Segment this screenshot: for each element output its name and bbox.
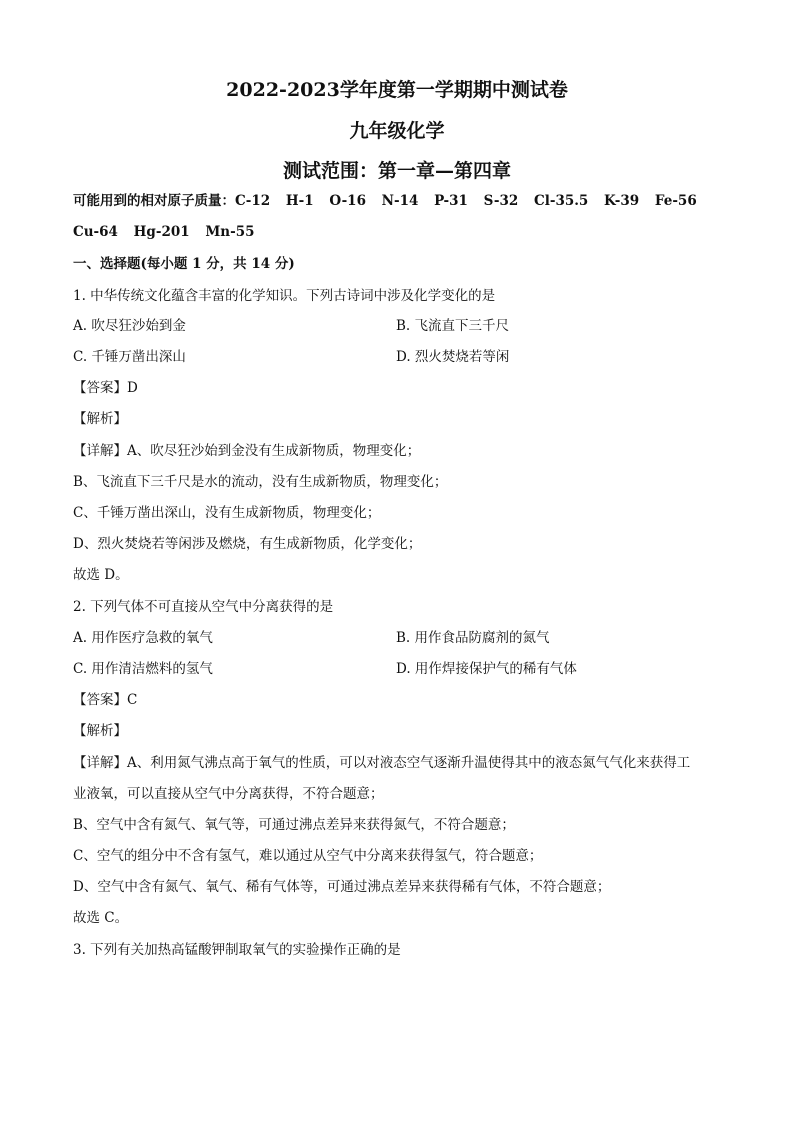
atomic-mass-item: P-31 bbox=[434, 193, 468, 209]
question-1-detail-line: 【详解】A、吹尽狂沙始到金没有生成新物质，物理变化； bbox=[73, 443, 421, 459]
question-2-conclusion: 故选 C。 bbox=[73, 910, 129, 926]
question-1-conclusion: 故选 D。 bbox=[73, 567, 129, 583]
question-2-stem: 2. 下列气体不可直接从空气中分离获得的是 bbox=[73, 599, 334, 615]
atomic-mass-item: H-1 bbox=[285, 193, 314, 209]
question-1-option-d: D. 烈火焚烧若等闲 bbox=[396, 349, 510, 365]
question-2-detail-line: 【详解】A、利用氮气沸点高于氧气的性质，可以对液态空气逐渐升温使得其中的液态氮气气化来获得工 bbox=[73, 755, 691, 771]
question-1-option-b: B. 飞流直下三千尺 bbox=[396, 318, 510, 334]
atomic-mass-item: Cu-64 bbox=[73, 224, 118, 240]
question-1-answer: 【答案】D bbox=[73, 380, 138, 396]
atomic-masses bbox=[73, 186, 723, 248]
question-3-stem: 3. 下列有关加热高锰酸钾制取氧气的实验操作正确的是 bbox=[73, 942, 401, 958]
atomic-mass-item: O-16 bbox=[329, 193, 366, 209]
atomic-mass-item: Mn-55 bbox=[205, 224, 255, 240]
atomic-mass-item: Fe-56 bbox=[654, 193, 697, 209]
atomic-mass-item: C-12 bbox=[235, 193, 271, 209]
atomic-mass-item: N-14 bbox=[381, 193, 419, 209]
question-2-analysis-label: 【解析】 bbox=[73, 723, 127, 739]
exam-subtitle: 九年级化学 bbox=[349, 120, 445, 142]
question-2-option-c: C. 用作清洁燃料的氢气 bbox=[73, 661, 213, 677]
question-1-detail-line: C、千锤万凿出深山，没有生成新物质，物理变化； bbox=[73, 505, 381, 521]
exam-title: 2022-2023学年度第一学期期中测试卷 bbox=[226, 79, 568, 101]
atomic-masses-label: 可能用到的相对原子质量： bbox=[73, 193, 235, 209]
question-1-stem: 1. 中华传统文化蕴含丰富的化学知识。下列古诗词中涉及化学变化的是 bbox=[73, 288, 496, 304]
test-scope: 测试范围：第一章—第四章 bbox=[282, 160, 511, 182]
question-2-detail-line: 业液氧，可以直接从空气中分离获得，不符合题意； bbox=[73, 786, 384, 802]
question-2-answer: 【答案】C bbox=[73, 692, 138, 708]
question-2-option-b: B. 用作食品防腐剂的氮气 bbox=[396, 630, 550, 646]
question-2-detail-line: B、空气中含有氮气、氧气等，可通过沸点差异来获得氮气，不符合题意； bbox=[73, 817, 515, 833]
question-1-option-c: C. 千锤万凿出深山 bbox=[73, 349, 186, 365]
question-2-option-d: D. 用作焊接保护气的稀有气体 bbox=[396, 661, 577, 677]
question-2-detail-line: C、空气的组分中不含有氢气，难以通过从空气中分离来获得氢气，符合题意； bbox=[73, 848, 543, 864]
atomic-mass-item: K-39 bbox=[604, 193, 640, 209]
section-heading: 一、选择题(每小题 1 分，共 14 分) bbox=[73, 256, 295, 272]
question-1-detail-line: B、飞流直下三千尺是水的流动，没有生成新物质，物理变化； bbox=[73, 474, 448, 490]
atomic-mass-item: Hg-201 bbox=[133, 224, 190, 240]
question-2-detail-line: D、空气中含有氮气、氧气、稀有气体等，可通过沸点差异来获得稀有气体，不符合题意； bbox=[73, 879, 611, 895]
atomic-mass-item: S-32 bbox=[483, 193, 519, 209]
atomic-mass-item: Cl-35.5 bbox=[533, 193, 589, 209]
question-1-analysis-label: 【解析】 bbox=[73, 411, 127, 427]
question-1-detail-line: D、烈火焚烧若等闲涉及燃烧，有生成新物质，化学变化； bbox=[73, 536, 422, 552]
question-1-option-a: A. 吹尽狂沙始到金 bbox=[73, 318, 186, 334]
question-2-option-a: A. 用作医疗急救的氧气 bbox=[73, 630, 213, 646]
